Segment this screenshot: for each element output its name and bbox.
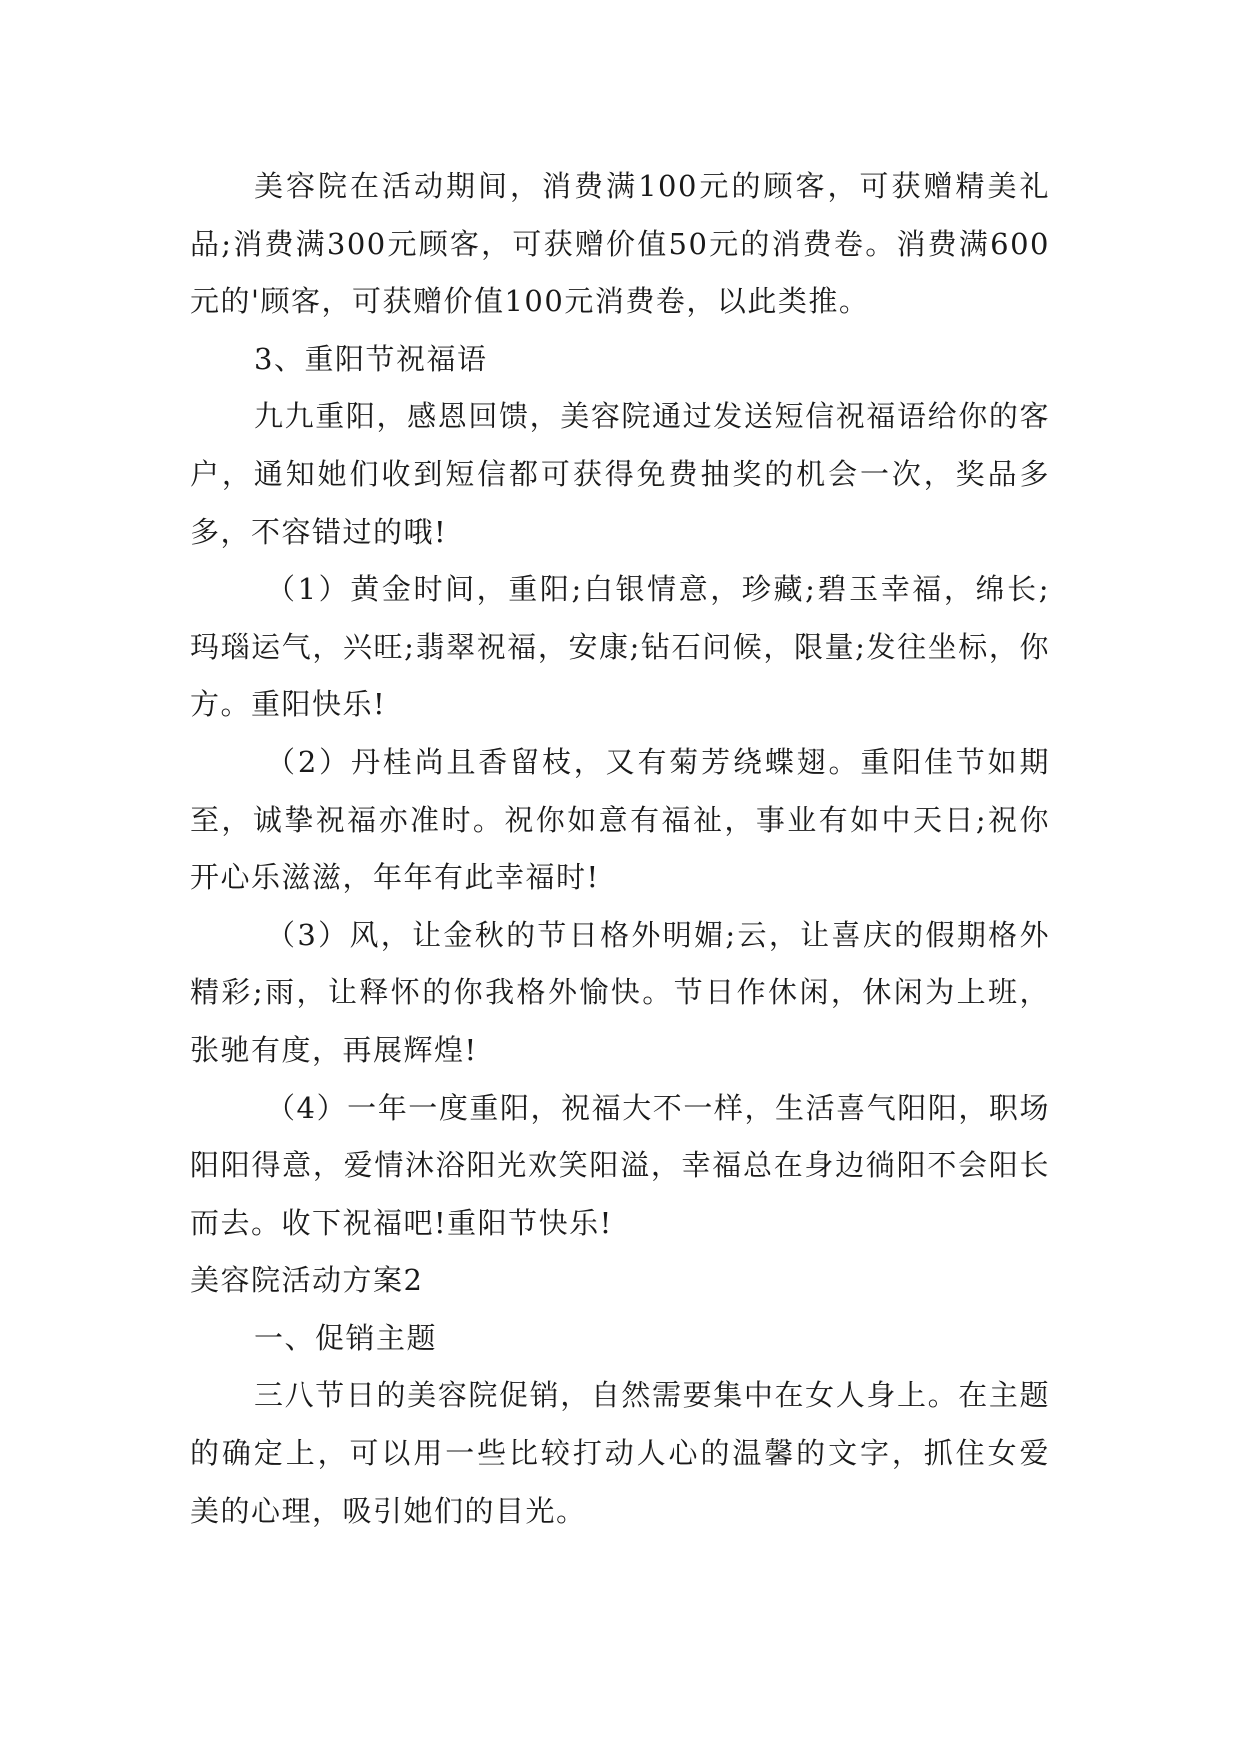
paragraph-promotion-theme: 三八节日的美容院促销，自然需要集中在女人身上。在主题的确定上，可以用一些比较打动人心的温馨的文字，抓住女爱 美的心理，吸引她们的目光。 — [190, 1378, 1050, 1528]
greeting-item-3: （3）风，让金秋的节日格外明媚;云，让喜庆的假期格外精彩;雨，让释怀的你我格外愉快。节日作休闲，休闲为上班，张驰有度，再展辉煌! — [190, 917, 1050, 1067]
subheading-promotion-theme: 一、促销主题 — [254, 1320, 438, 1355]
paragraph-sms-greeting: 九九重阳，感恩回馈，美容院通过发送短信祝福语给你的客户，通知她们收到短信都可获得免费抽奖的机会一次，奖品多多，不容错过的哦! — [190, 399, 1050, 549]
greeting-item-2: （2）丹桂尚且香留枝，又有菊芳绕蝶翅。重阳佳节如期至，诚挚祝福亦准时。祝你如意有福祉，事业有如中天日;祝你开心乐滋滋，年年有此幸福时! — [190, 744, 1050, 895]
greeting-item-1: （1）黄金时间，重阳;白银情意，珍藏;碧玉幸福，绵长;玛瑙运气，兴旺;翡翠祝福，安康;钻石问候，限量;发往坐标，你方。重阳快乐! — [190, 572, 1050, 722]
subheading-greetings: 3、重阳节祝福语 — [254, 341, 488, 376]
document-body — [190, 158, 1050, 1540]
greeting-item-4: （4）一年一度重阳，祝福大不一样，生活喜气阳阳，职场阳阳得意，爱情沐浴阳光欢笑阳溢，幸福总在身边徜阳不会阳长而去。收下祝福吧!重阳节快乐! — [190, 1090, 1050, 1240]
section-title: 美容院活动方案2 — [190, 1263, 424, 1298]
paragraph-gift-offer: 美容院在活动期间，消费满100元的顾客，可获赠精美礼品;消费满300元顾客，可获赠价值50元的消费卷。消费满600元的'顾客，可获赠价值100元消费卷，以此类推。 — [190, 169, 1050, 319]
